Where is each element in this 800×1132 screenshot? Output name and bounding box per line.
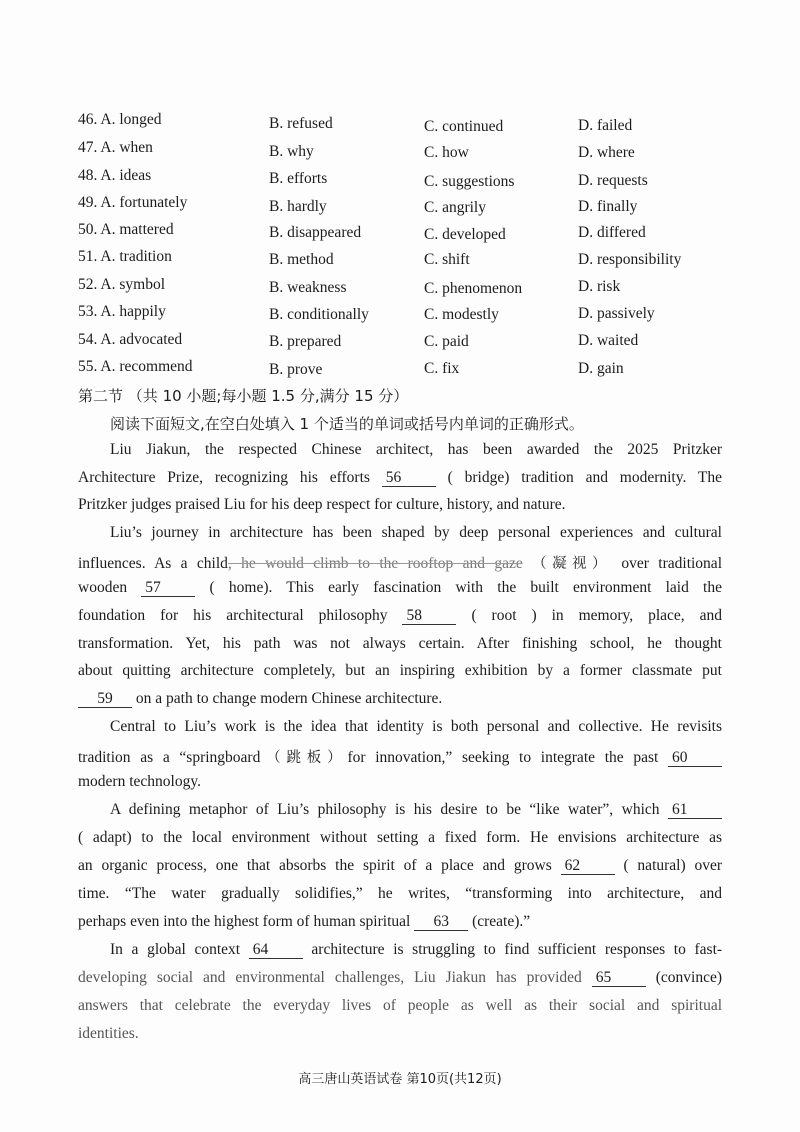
passage-line: transformation. Yet, his path was not always certain. After finishing school, he thought <box>78 635 722 652</box>
option-b: B. prepared <box>269 333 342 350</box>
option-b: B. hardly <box>269 198 327 215</box>
option-d: D. where <box>578 144 635 161</box>
blank-60[interactable]: 60 <box>668 749 722 767</box>
blank-64[interactable]: 64 <box>249 941 303 959</box>
option-row-54 <box>78 331 758 355</box>
option-a <box>78 276 165 294</box>
option-c: C. phenomenon <box>424 280 523 297</box>
passage-line <box>78 552 722 573</box>
option-d: D. responsibility <box>578 251 682 268</box>
text: over traditional <box>621 555 722 572</box>
option-c: C. continued <box>424 118 504 135</box>
question-number: 55. <box>78 358 98 375</box>
option-a <box>78 331 182 349</box>
option-a-text: A. symbol <box>100 276 165 293</box>
option-d: D. failed <box>578 117 633 134</box>
option-a-text: A. fortunately <box>100 194 188 211</box>
option-c: C. developed <box>424 226 506 243</box>
text: In a global context <box>110 941 241 958</box>
text: ( bridge) tradition and modernity. The <box>447 469 723 486</box>
text: perhaps even into the highest form of human spiritual <box>78 913 411 930</box>
passage-line: ( adapt) to the local environment without setting a fixed form. He envisions architecture as <box>78 829 722 846</box>
question-number: 48. <box>78 167 98 184</box>
passage-line <box>110 801 722 819</box>
passage-line <box>78 857 722 875</box>
passage-line <box>78 690 722 708</box>
option-a-text: A. ideas <box>100 167 152 184</box>
option-a-text: A. tradition <box>100 248 172 265</box>
option-a-text: A. recommend <box>100 358 193 375</box>
text: foundation for his architectural philosophy <box>78 607 388 624</box>
option-row-55 <box>78 358 758 382</box>
section-instruction: 阅读下面短文,在空白处填入 1 个适当的单词或括号内单词的正确形式。 <box>110 415 584 433</box>
option-a-text: A. happily <box>100 303 166 320</box>
text: (convince) <box>655 969 723 986</box>
text: (create).” <box>472 913 531 930</box>
blank-63[interactable]: 63 <box>414 913 468 931</box>
page-footer: 高三唐山英语试卷 第10页(共12页) <box>298 1072 502 1087</box>
passage-line <box>78 469 722 487</box>
option-row-47 <box>78 139 758 163</box>
text: A defining metaphor of Liu’s philosophy is his desire to be “like water”, which <box>110 801 660 818</box>
section-title: 第二节 <box>78 387 124 405</box>
option-d: D. passively <box>578 305 655 322</box>
option-b: B. method <box>269 251 334 268</box>
option-a-text: A. mattered <box>100 221 174 238</box>
text: ( natural) over <box>623 857 723 874</box>
text: ( root ) in memory, place, and <box>471 607 723 624</box>
text: ( home). This early fascination with the built environment laid the <box>209 579 722 596</box>
option-d: D. risk <box>578 278 621 295</box>
passage-line <box>78 969 722 987</box>
option-a-text: A. advocated <box>100 331 183 348</box>
passage-line <box>110 941 722 959</box>
option-d: D. requests <box>578 172 648 189</box>
option-d: D. differed <box>578 224 646 241</box>
question-number: 47. <box>78 139 98 156</box>
option-c: C. paid <box>424 333 469 350</box>
option-b: B. prove <box>269 361 323 378</box>
passage-line: Liu Jiakun, the respected Chinese architect, has been awarded the 2025 Pritzker <box>110 441 722 458</box>
option-a <box>78 111 162 129</box>
text: architecture is struggling to find sufficient responses to fast- <box>311 941 723 958</box>
question-number: 46. <box>78 111 98 128</box>
option-row-53 <box>78 303 758 327</box>
passage-line: Central to Liu’s work is the idea that identity is both personal and collective. He revisits <box>110 718 722 735</box>
blank-56[interactable]: 56 <box>382 469 436 487</box>
question-number: 50. <box>78 221 98 238</box>
option-c: C. fix <box>424 360 460 377</box>
option-b: B. refused <box>269 115 333 132</box>
option-row-51 <box>78 248 758 272</box>
option-a <box>78 248 172 266</box>
text: on a path to change modern Chinese architecture. <box>135 690 443 707</box>
option-b: B. disappeared <box>269 224 362 241</box>
option-row-50 <box>78 221 758 245</box>
option-b: B. why <box>269 143 314 160</box>
passage-line <box>78 746 722 767</box>
option-b: B. weakness <box>269 279 347 296</box>
passage-line: about quitting architecture completely, but an inspiring exhibition by a former classmate put <box>78 662 722 679</box>
gloss-zh: （跳板） <box>260 750 348 766</box>
passage-line <box>78 913 722 931</box>
option-c: C. suggestions <box>424 173 515 190</box>
question-number: 52. <box>78 276 98 293</box>
passage-line: answers that celebrate the everyday lives of people as well as their social and spiritual <box>78 997 722 1014</box>
blank-61[interactable]: 61 <box>668 801 722 819</box>
text: for innovation,” seeking to integrate the past <box>347 749 659 766</box>
text: an organic process, one that absorbs the spirit of a place and grows <box>78 857 552 874</box>
option-a <box>78 167 151 185</box>
text: Architecture Prize, recognizing his efforts <box>78 469 370 486</box>
option-c: C. shift <box>424 251 470 268</box>
option-c: C. angrily <box>424 199 486 216</box>
passage-line: Pritzker judges praised Liu for his deep respect for culture, history, and nature. <box>78 496 566 513</box>
option-b: B. efforts <box>269 170 328 187</box>
text: developing social and environmental challenges, Liu Jiakun has provided <box>78 969 582 986</box>
blank-59[interactable]: 59 <box>78 690 132 708</box>
question-number: 53. <box>78 303 98 320</box>
option-a-text: A. longed <box>100 111 162 128</box>
question-number: 49. <box>78 194 98 211</box>
blank-62[interactable]: 62 <box>561 857 615 875</box>
option-c: C. how <box>424 144 469 161</box>
section-info: （共 10 小题;每小题 1.5 分,满分 15 分） <box>127 387 409 405</box>
option-row-49 <box>78 194 758 218</box>
question-number: 54. <box>78 331 98 348</box>
passage-line: time. “The water gradually solidifies,” he writes, “transforming into architecture, and <box>78 885 722 902</box>
obscured-text: , he would climb to the rooftop and gaze <box>227 555 523 572</box>
blank-57[interactable]: 57 <box>141 579 195 597</box>
text: wooden <box>78 579 128 596</box>
option-a <box>78 303 166 321</box>
blank-58[interactable]: 58 <box>402 607 456 625</box>
option-d: D. gain <box>578 360 624 377</box>
passage-line <box>78 607 722 625</box>
text: influences. As a child <box>78 555 228 572</box>
text: tradition as a “springboard <box>78 749 261 766</box>
option-row-48 <box>78 167 758 191</box>
option-d: D. waited <box>578 332 639 349</box>
option-row-52 <box>78 276 758 300</box>
option-a <box>78 358 193 376</box>
passage-line: modern technology. <box>78 773 201 790</box>
gloss-zh: （凝视） <box>532 556 613 572</box>
option-a <box>78 221 174 239</box>
option-row-46 <box>78 111 758 135</box>
passage-line: identities. <box>78 1025 139 1042</box>
section-header <box>78 385 722 406</box>
passage-line <box>78 579 722 597</box>
option-b: B. conditionally <box>269 306 369 323</box>
blank-65[interactable]: 65 <box>592 969 646 987</box>
option-a <box>78 139 153 157</box>
passage-line: Liu’s journey in architecture has been shaped by deep personal experiences and cultural <box>110 524 722 541</box>
option-a <box>78 194 187 212</box>
option-a-text: A. when <box>100 139 153 156</box>
question-number: 51. <box>78 248 98 265</box>
option-d: D. finally <box>578 198 638 215</box>
option-c: C. modestly <box>424 306 499 323</box>
